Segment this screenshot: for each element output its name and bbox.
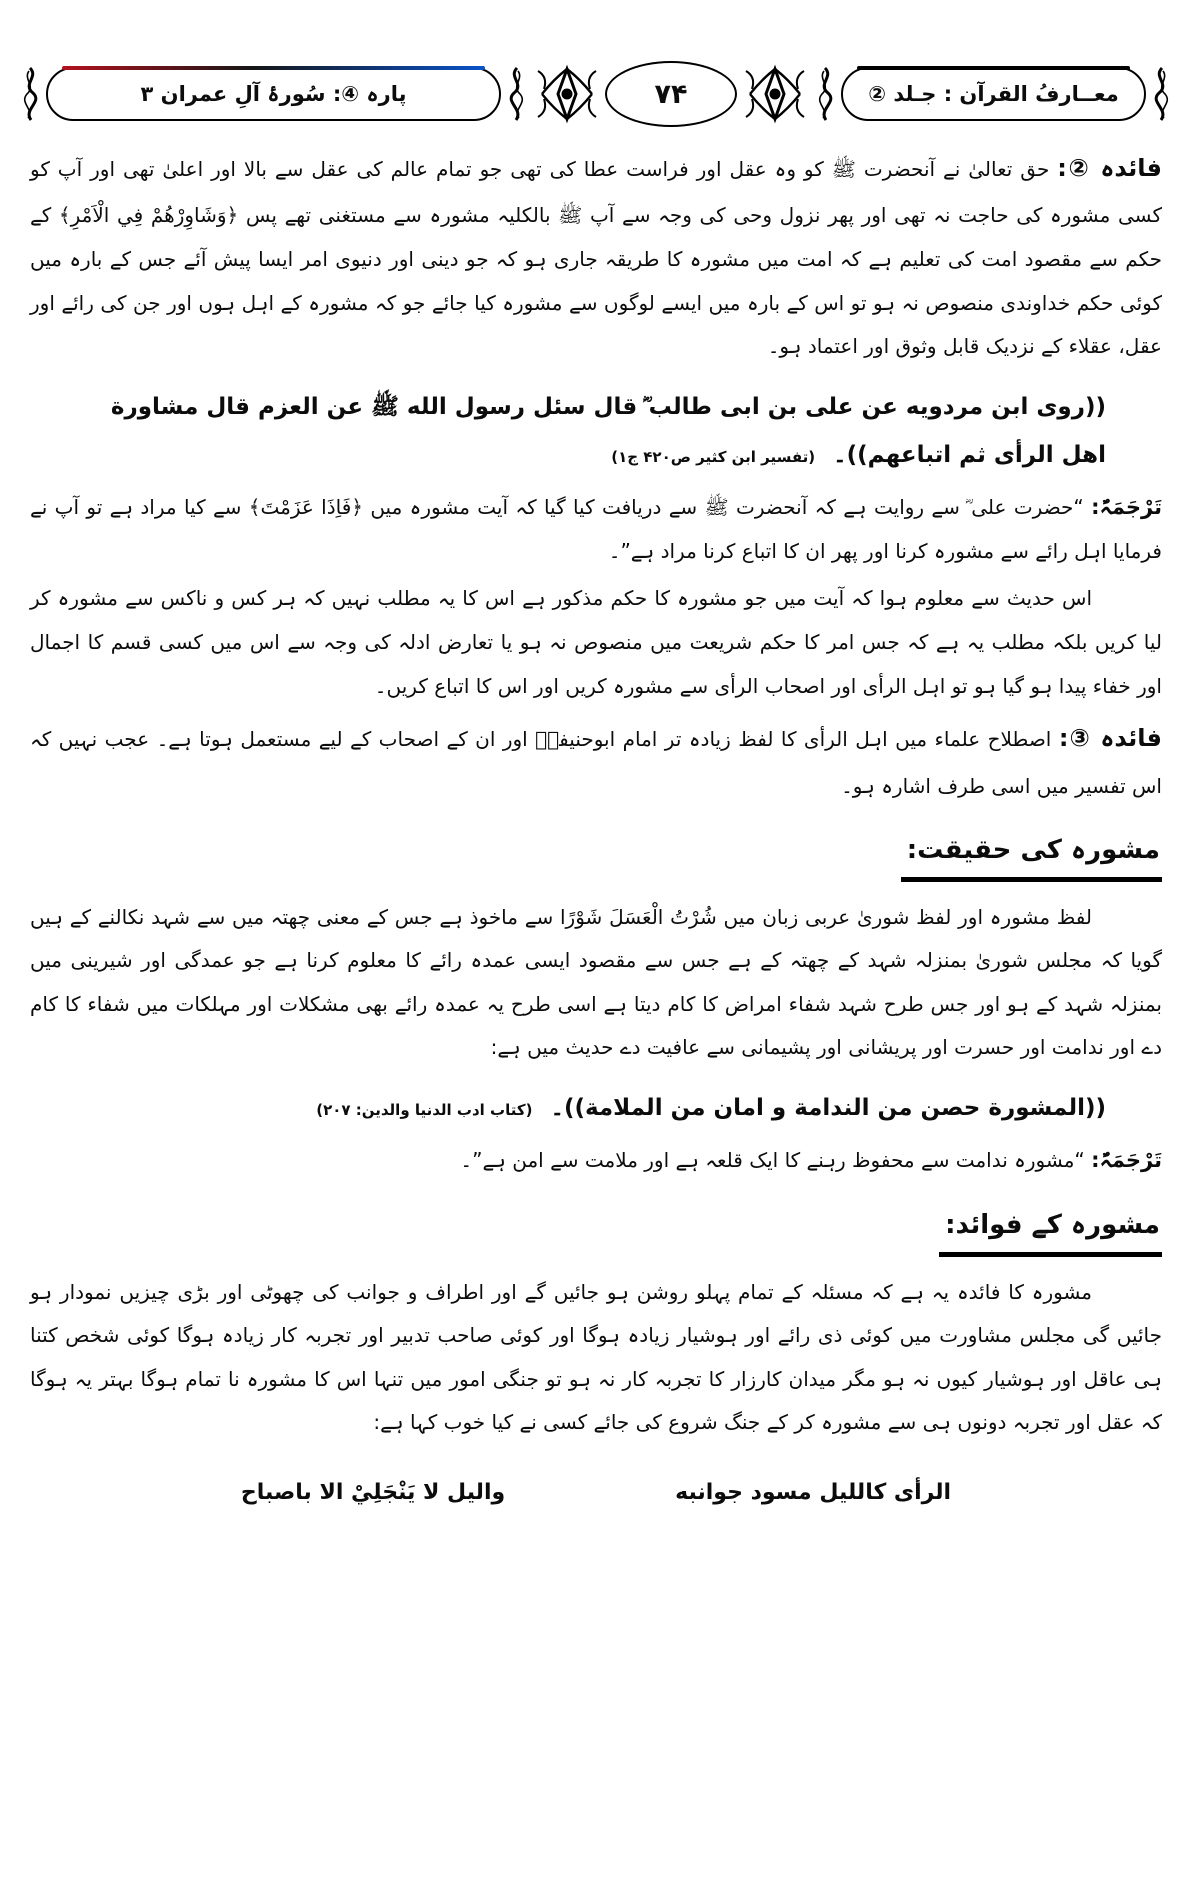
hadith-2-citation: (کتاب ادب الدنیا والدین: ۲۰۷) bbox=[316, 1100, 533, 1119]
hadith-1-citation: (تفسیر ابن کثیر ص۴۲۰ ج۱) bbox=[611, 447, 816, 466]
hadith-2-arabic-text: ((المشورة حصن من الندامة و امان من الملامة))۔ bbox=[550, 1094, 1106, 1121]
page-content bbox=[0, 132, 1192, 1515]
faida-3-paragraph bbox=[30, 712, 1162, 808]
faida-2-label: فائدہ ②: bbox=[1057, 154, 1162, 182]
leaf-ornament-icon bbox=[813, 66, 837, 122]
page-number: ۷۴ bbox=[654, 78, 688, 110]
page-header bbox=[18, 56, 1174, 132]
leaf-ornament-icon bbox=[505, 66, 529, 122]
hadith-commentary-paragraph bbox=[30, 577, 1162, 708]
hadith-quote-1 bbox=[30, 383, 1162, 480]
translation-2 bbox=[30, 1138, 1162, 1183]
floral-ornament-icon bbox=[741, 61, 809, 127]
benefits-paragraph bbox=[30, 1271, 1162, 1445]
translation-2-text: “مشورہ ندامت سے محفوظ رہنے کا ایک قلعہ ہے اور ملامت سے امن ہے”۔ bbox=[460, 1148, 1085, 1173]
hadith-1-arabic-text: ((روى ابن مردويه عن على بن ابى طالب ؓ قال سئل رسول الله ﷺ عن العزم قال مشاورة اهل الرأى ثم اتباعهم))۔ bbox=[110, 393, 1106, 468]
section-heading-fawaid-wrap bbox=[30, 1187, 1162, 1270]
hemistich-right: الرأى كالليل مسود جوانبه bbox=[675, 1480, 952, 1506]
section-heading-haqiqat-wrap bbox=[30, 812, 1162, 895]
translation-1-text: “حضرت علی ؓ سے روایت ہے کہ آنحضرت ﷺ سے دریافت کیا گیا کہ آیت مشورہ میں ﴿فَاِذَا عَزَمْتَ﴾ سے کیا مراد ہے تو آپ نے فرمایا اہل رائے سے مشورہ کرنا اور پھر ان کا اتباع کرنا مراد ہے”۔ bbox=[30, 495, 1162, 564]
etymology-text: لفظ مشورہ اور لفظ شوریٰ عربی زبان میں شُرْتُ الْعَسَلَ شَوْرًا سے ماخوذ ہے جس کے معنی چھتہ میں سے شہد نکالنے کے ہیں گویا کہ مجلس شوریٰ بمنزلہ شہد کے چھتہ کے ہے جس سے مقصود ایسی عمدہ رائے کا معلوم کرنا ہے جو عمدگی اور شیرینی میں بمنزلہ شہد کے ہو اور جس طرح شہد شفاء امراض کا کام دیتا ہے اسی طرح یہ عمدہ رائے بھی مشکلات اور مہلکات میں شفاء کا کام دے اور ندامت اور حسرت اور پریشانی اور پشیمانی سے عافیت دے حدیث میں ہے: bbox=[30, 904, 1162, 1060]
floral-ornament-icon bbox=[533, 61, 601, 127]
translation-2-label: تَرْجَمَہٌ: bbox=[1091, 1148, 1162, 1173]
translation-1-label: تَرْجَمَہٌ: bbox=[1091, 495, 1163, 520]
box-top-rule bbox=[857, 66, 1130, 70]
page-number-badge bbox=[605, 61, 737, 127]
faida-2-text: حق تعالیٰ نے آنحضرت ﷺ کو وہ عقل اور فراست عطا کی تھی جو تمام عالم کی عقل سے بالا اور اعلیٰ تھی اور آپ کو کسی مشورہ کی حاجت نہ تھی اور پھر نزول وحی کی وجہ سے آپ ﷺ بالکلیہ مشورہ سے مستغنی تھے پس ﴿وَشَاوِرْهُمْ فِي الْاَمْرِ﴾ کے حکم سے مقصود امت کی تعلیم ہے کہ امت میں مشورہ کا طریقہ جاری ہو کہ جو دینی اور دنیوی امر ایسا پیش آئے جس کے بارہ میں کوئی حکم خداوندی منصوص نہ ہو تو اس کے بارہ میں ایسے لوگوں سے مشورہ کیا جائے جو کہ مشورہ کے اہل ہوں اور جن کی رائے اور عقل، عقلاء کے نزدیک قابل وثوق اور اعتماد ہو۔ bbox=[30, 157, 1162, 359]
book-title: معــارفُ القرآن : جـلد ② bbox=[868, 82, 1119, 106]
translation-1 bbox=[30, 485, 1162, 573]
benefits-text: مشورہ کا فائدہ یہ ہے کہ مسئلہ کے تمام پہلو روشن ہو جائیں گے اور اطراف و جوانب کی چھوٹی اور بڑی چیزیں نمودار ہو جائیں گی مجلس مشاورت میں کوئی ذی رائے اور ہوشیار زیادہ ہوگا اور کوئی صاحب تدبیر اور تجربہ کار زیادہ ہوگا کوئی شخص کتنا ہی عاقل اور ہوشیار کیوں نہ ہو مگر میدان کارزار کا تجربہ کار نہ ہو تو جنگی امور میں تنہا اس کا مشورہ نا تمام ہوگا بہتر یہ ہوگا کہ عقل اور تجربہ دونوں ہی سے مشورہ کر کے جنگ شروع کی جائے کسی نے کیا خوب کہا ہے: bbox=[30, 1279, 1162, 1435]
faida-3-text: اصطلاح علماء میں اہل الرأی کا لفظ زیادہ تر امام ابوحنیفہؒ اور ان کے اصحاب کے لیے مستعمل ہوتا ہے۔ عجب نہیں کہ اس تفسیر میں اسی طرف اشارہ ہو۔ bbox=[30, 727, 1162, 798]
chapter-info: پارہ ④: سُورۂ آلِ عمران ۳ bbox=[140, 82, 407, 106]
chapter-info-box bbox=[46, 67, 501, 121]
hadith-quote-2 bbox=[30, 1084, 1162, 1132]
faida-3-label: فائدہ ③: bbox=[1058, 724, 1163, 753]
hemistich-left: واليل لا يَنْجَلِيْ الا باصباح bbox=[240, 1480, 506, 1506]
section-heading-fawaid: مشورہ کے فوائد: bbox=[939, 1207, 1162, 1256]
box-top-rule-chromatic bbox=[62, 66, 485, 70]
faida-2-paragraph bbox=[30, 142, 1162, 369]
book-title-box bbox=[841, 67, 1146, 121]
leaf-ornament-icon bbox=[18, 66, 42, 122]
poetry-couplet bbox=[30, 1471, 1162, 1515]
hadith-commentary-text: اس حدیث سے معلوم ہوا کہ آیت میں جو مشورہ کا حکم مذکور ہے اس کا یہ مطلب نہیں کہ ہر کس و ناکس سے مشورہ کر لیا کریں بلکہ مطلب یہ ہے کہ جس امر کا حکم شریعت میں منصوص نہ ہو یا تعارض ادلہ کی وجہ سے اس میں کسی قسم کا اجمال اور خفاء پیدا ہو گیا ہو تو اہل الرأی اور اصحاب الرأی سے مشورہ کریں اور اس کا اتباع کریں۔ bbox=[30, 586, 1162, 698]
leaf-ornament-icon bbox=[1150, 66, 1174, 122]
section-heading-haqiqat: مشورہ کی حقیقت: bbox=[901, 832, 1162, 881]
etymology-paragraph bbox=[30, 896, 1162, 1070]
